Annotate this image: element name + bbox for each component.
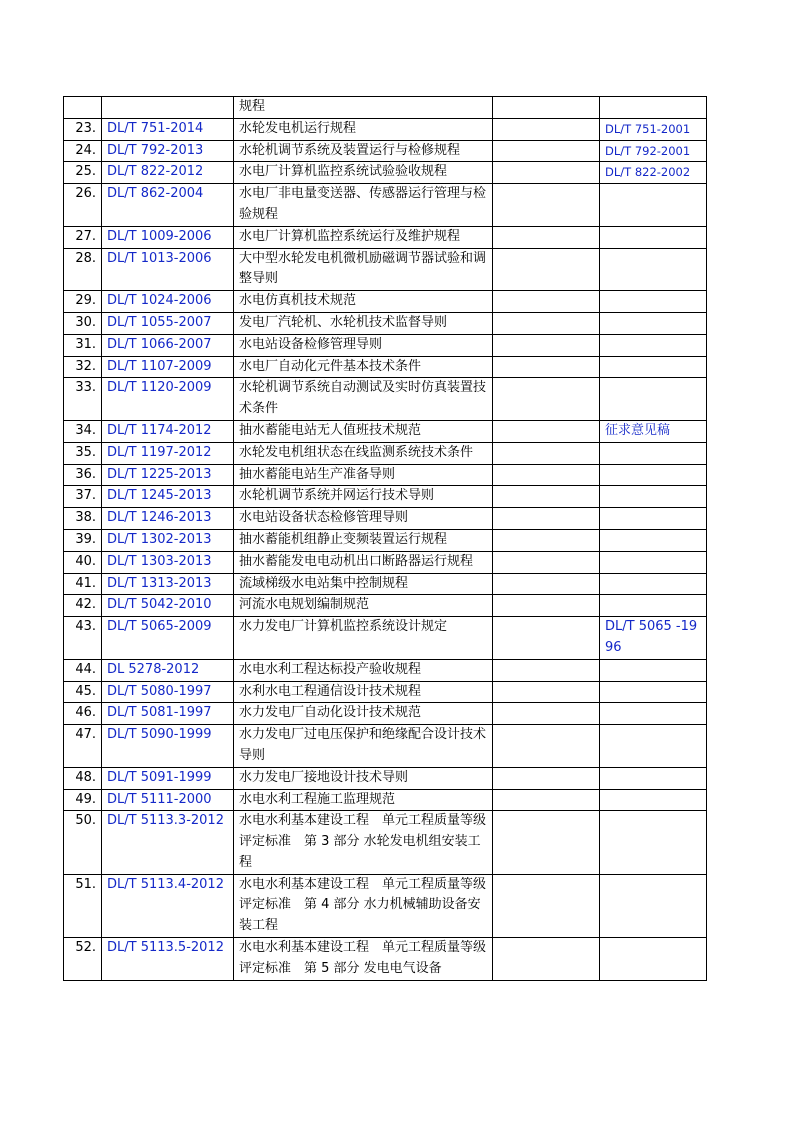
table-row <box>64 464 707 486</box>
standard-code <box>102 97 234 119</box>
standard-name: 水利水电工程通信设计技术规程 <box>234 681 493 703</box>
standard-name: 水力发电厂计算机监控系统设计规定 <box>234 617 493 660</box>
standard-name: 水电站设备状态检修管理导则 <box>234 508 493 530</box>
row-number: 45. <box>64 681 102 703</box>
row-number: 27. <box>64 226 102 248</box>
replaced-standard <box>600 725 707 768</box>
replaced-standard <box>600 681 707 703</box>
note-cell <box>493 334 600 356</box>
standard-name: 水电站设备检修管理导则 <box>234 334 493 356</box>
table-row <box>64 529 707 551</box>
note-cell <box>493 291 600 313</box>
standard-code: DL/T 5080-1997 <box>102 681 234 703</box>
table-row <box>64 703 707 725</box>
standard-code: DL/T 862-2004 <box>102 184 234 227</box>
standard-name: 水电水利基本建设工程 单元工程质量等级评定标准 第 4 部分 水力机械辅助设备安装工程 <box>234 874 493 937</box>
standard-name: 发电厂汽轮机、水轮机技术监督导则 <box>234 312 493 334</box>
note-cell <box>493 681 600 703</box>
table-row <box>64 334 707 356</box>
note-cell <box>493 420 600 442</box>
note-cell <box>493 595 600 617</box>
standard-code: DL/T 1303-2013 <box>102 551 234 573</box>
standard-name: 水轮发电机运行规程 <box>234 118 493 140</box>
standard-code: DL/T 5113.4-2012 <box>102 874 234 937</box>
replaced-standard: 征求意见稿 <box>600 420 707 442</box>
table-row <box>64 789 707 811</box>
standard-name: 抽水蓄能电站无人值班技术规范 <box>234 420 493 442</box>
standard-name: 水电厂非电量变送器、传感器运行管理与检验规程 <box>234 184 493 227</box>
row-number: 25. <box>64 162 102 184</box>
standard-name: 流域梯级水电站集中控制规程 <box>234 573 493 595</box>
replaced-standard <box>600 659 707 681</box>
replaced-standard <box>600 529 707 551</box>
standard-code: DL/T 1225-2013 <box>102 464 234 486</box>
replaced-standard <box>600 486 707 508</box>
table-row <box>64 442 707 464</box>
replaced-standard <box>600 938 707 981</box>
standard-name: 水电厂计算机监控系统试验验收规程 <box>234 162 493 184</box>
table-row <box>64 938 707 981</box>
replaced-standard <box>600 595 707 617</box>
row-number: 39. <box>64 529 102 551</box>
standard-code: DL/T 751-2014 <box>102 118 234 140</box>
table-row <box>64 725 707 768</box>
note-cell <box>493 118 600 140</box>
standard-code: DL/T 1302-2013 <box>102 529 234 551</box>
table-row <box>64 226 707 248</box>
table-row <box>64 659 707 681</box>
table-row <box>64 508 707 530</box>
replaced-standard <box>600 378 707 421</box>
replaced-standard: DL/T 792-2001 <box>600 140 707 162</box>
replaced-standard <box>600 248 707 291</box>
row-number: 37. <box>64 486 102 508</box>
standard-name: 水电厂计算机监控系统运行及维护规程 <box>234 226 493 248</box>
standard-code: DL/T 1009-2006 <box>102 226 234 248</box>
row-number: 52. <box>64 938 102 981</box>
standard-name: 水电仿真机技术规范 <box>234 291 493 313</box>
table-row <box>64 874 707 937</box>
replaced-standard <box>600 334 707 356</box>
note-cell <box>493 789 600 811</box>
row-number: 35. <box>64 442 102 464</box>
note-cell <box>493 551 600 573</box>
standard-code: DL/T 5111-2000 <box>102 789 234 811</box>
note-cell <box>493 811 600 874</box>
row-number: 42. <box>64 595 102 617</box>
standard-code: DL 5278-2012 <box>102 659 234 681</box>
standard-name: 水轮发电机组状态在线监测系统技术条件 <box>234 442 493 464</box>
standard-name: 规程 <box>234 97 493 119</box>
replaced-standard <box>600 874 707 937</box>
standard-name: 水力发电厂过电压保护和绝缘配合设计技术导则 <box>234 725 493 768</box>
row-number: 24. <box>64 140 102 162</box>
row-number: 41. <box>64 573 102 595</box>
standard-code: DL/T 1024-2006 <box>102 291 234 313</box>
standard-code: DL/T 822-2012 <box>102 162 234 184</box>
standard-name: 抽水蓄能机组静止变频装置运行规程 <box>234 529 493 551</box>
table-row <box>64 420 707 442</box>
standard-code: DL/T 1246-2013 <box>102 508 234 530</box>
standard-name: 水电水利基本建设工程 单元工程质量等级评定标准 第 5 部分 发电电气设备 <box>234 938 493 981</box>
replaced-standard: DL/T 822-2002 <box>600 162 707 184</box>
standard-code: DL/T 5113.3-2012 <box>102 811 234 874</box>
row-number: 51. <box>64 874 102 937</box>
table-row <box>64 573 707 595</box>
note-cell <box>493 356 600 378</box>
standard-code: DL/T 1197-2012 <box>102 442 234 464</box>
replaced-standard <box>600 551 707 573</box>
row-number: 47. <box>64 725 102 768</box>
table-row <box>64 248 707 291</box>
row-number: 40. <box>64 551 102 573</box>
table-row <box>64 140 707 162</box>
standards-table-body <box>64 97 707 981</box>
note-cell <box>493 378 600 421</box>
standard-name: 河流水电规划编制规范 <box>234 595 493 617</box>
standard-name: 水力发电厂自动化设计技术规范 <box>234 703 493 725</box>
standard-code: DL/T 1313-2013 <box>102 573 234 595</box>
note-cell <box>493 486 600 508</box>
table-row <box>64 378 707 421</box>
table-row <box>64 681 707 703</box>
note-cell <box>493 617 600 660</box>
table-row <box>64 312 707 334</box>
replaced-standard <box>600 767 707 789</box>
table-row <box>64 767 707 789</box>
standard-code: DL/T 1055-2007 <box>102 312 234 334</box>
note-cell <box>493 529 600 551</box>
replaced-standard: DL/T 751-2001 <box>600 118 707 140</box>
row-number: 33. <box>64 378 102 421</box>
row-number: 31. <box>64 334 102 356</box>
replaced-standard <box>600 464 707 486</box>
row-number: 32. <box>64 356 102 378</box>
standard-code: DL/T 5065-2009 <box>102 617 234 660</box>
standard-code: DL/T 1066-2007 <box>102 334 234 356</box>
table-row <box>64 291 707 313</box>
note-cell <box>493 248 600 291</box>
standard-code: DL/T 1245-2013 <box>102 486 234 508</box>
replaced-standard <box>600 789 707 811</box>
replaced-standard <box>600 291 707 313</box>
replaced-standard <box>600 508 707 530</box>
table-row <box>64 595 707 617</box>
standard-code: DL/T 5090-1999 <box>102 725 234 768</box>
standard-name: 水电水利工程施工监理规范 <box>234 789 493 811</box>
standard-code: DL/T 1013-2006 <box>102 248 234 291</box>
standard-code: DL/T 1174-2012 <box>102 420 234 442</box>
replaced-standard <box>600 97 707 119</box>
replaced-standard <box>600 184 707 227</box>
note-cell <box>493 312 600 334</box>
row-number: 28. <box>64 248 102 291</box>
replaced-standard: DL/T 5065 -1996 <box>600 617 707 660</box>
note-cell <box>493 442 600 464</box>
row-number: 30. <box>64 312 102 334</box>
note-cell <box>493 184 600 227</box>
table-row <box>64 356 707 378</box>
table-row <box>64 551 707 573</box>
note-cell <box>493 97 600 119</box>
table-row <box>64 811 707 874</box>
table-row <box>64 184 707 227</box>
row-number: 23. <box>64 118 102 140</box>
standard-name: 水轮机调节系统及装置运行与检修规程 <box>234 140 493 162</box>
standard-name: 水电水利基本建设工程 单元工程质量等级评定标准 第 3 部分 水轮发电机组安装工程 <box>234 811 493 874</box>
note-cell <box>493 508 600 530</box>
standard-code: DL/T 1107-2009 <box>102 356 234 378</box>
table-row <box>64 162 707 184</box>
replaced-standard <box>600 703 707 725</box>
standard-code: DL/T 792-2013 <box>102 140 234 162</box>
row-number: 50. <box>64 811 102 874</box>
row-number: 44. <box>64 659 102 681</box>
standard-code: DL/T 5081-1997 <box>102 703 234 725</box>
standard-code: DL/T 5091-1999 <box>102 767 234 789</box>
replaced-standard <box>600 442 707 464</box>
row-number: 48. <box>64 767 102 789</box>
table-row <box>64 118 707 140</box>
row-number: 49. <box>64 789 102 811</box>
row-number: 36. <box>64 464 102 486</box>
note-cell <box>493 162 600 184</box>
standard-code: DL/T 5113.5-2012 <box>102 938 234 981</box>
note-cell <box>493 767 600 789</box>
note-cell <box>493 725 600 768</box>
row-number: 43. <box>64 617 102 660</box>
replaced-standard <box>600 312 707 334</box>
replaced-standard <box>600 226 707 248</box>
row-number: 46. <box>64 703 102 725</box>
standard-name: 抽水蓄能发电电动机出口断路器运行规程 <box>234 551 493 573</box>
row-number: 29. <box>64 291 102 313</box>
standard-name: 抽水蓄能电站生产准备导则 <box>234 464 493 486</box>
replaced-standard <box>600 573 707 595</box>
standards-table <box>63 96 707 981</box>
note-cell <box>493 874 600 937</box>
standard-code: DL/T 5042-2010 <box>102 595 234 617</box>
standard-code: DL/T 1120-2009 <box>102 378 234 421</box>
note-cell <box>493 659 600 681</box>
standard-name: 水轮机调节系统并网运行技术导则 <box>234 486 493 508</box>
replaced-standard <box>600 356 707 378</box>
standard-name: 水力发电厂接地设计技术导则 <box>234 767 493 789</box>
row-number: 26. <box>64 184 102 227</box>
note-cell <box>493 464 600 486</box>
note-cell <box>493 938 600 981</box>
standard-name: 水电水利工程达标投产验收规程 <box>234 659 493 681</box>
note-cell <box>493 703 600 725</box>
row-number: 38. <box>64 508 102 530</box>
note-cell <box>493 573 600 595</box>
row-number: 34. <box>64 420 102 442</box>
standard-name: 水电厂自动化元件基本技术条件 <box>234 356 493 378</box>
table-row <box>64 486 707 508</box>
standard-name: 水轮机调节系统自动测试及实时仿真装置技术条件 <box>234 378 493 421</box>
note-cell <box>493 226 600 248</box>
standard-name: 大中型水轮发电机微机励磁调节器试验和调整导则 <box>234 248 493 291</box>
row-number <box>64 97 102 119</box>
replaced-standard <box>600 811 707 874</box>
note-cell <box>493 140 600 162</box>
table-row <box>64 97 707 119</box>
table-row <box>64 617 707 660</box>
